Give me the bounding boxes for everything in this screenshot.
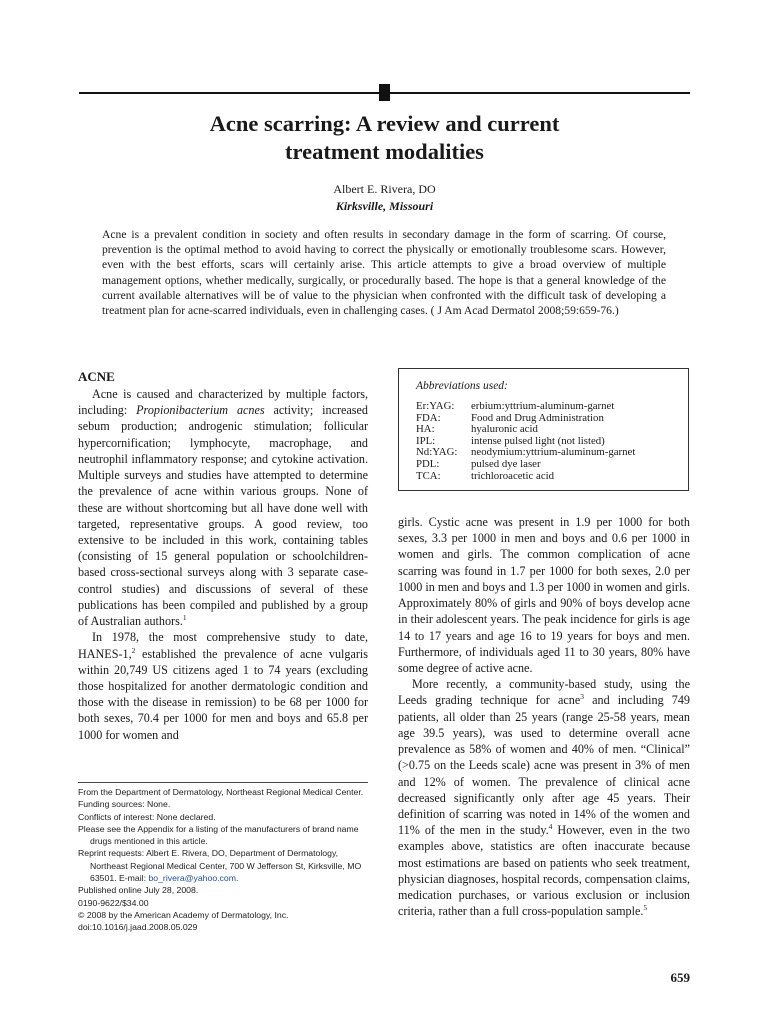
reprint-text: Reprint requests: Albert E. Rivera, DO, Department of Dermatology, Northeast Regional Medical Center, 700 W Jefferson St, Kirksville, MO 63501. E-mail: [78, 848, 362, 884]
header-rule-marker [379, 84, 390, 101]
paragraph-3: girls. Cystic acne was present in 1.9 per 1000 for both sexes, 3.3 per 1000 in men and boys and 0.6 per 1000 in women and girls. The common complication of acne scarring was found in 1.7 per 1000 for both sexes, 2.0 per 1000 in men and boys and 1.3 per 1000 in women and girls. Approximately 80% of girls and 90% of boys develop acne in their adolescent years. The peak incidence for girls is age 14 to 17 years and age 16 to 19 years for boys and men. Furthermore, of individuals aged 11 to 30 years, 80% have some degree of active acne. [398, 515, 690, 675]
abbreviation-key: PDL: [416, 457, 440, 470]
p2-text-a: In 1978, the most comprehensive study to date, HANES-1, [78, 630, 368, 661]
title-line-1: Acne scarring: A review and current [209, 111, 560, 136]
citation-1[interactable]: 1 [182, 613, 187, 623]
species-name: Propionibacterium acnes [136, 403, 265, 418]
abbreviation-value: trichloroacetic acid [471, 469, 555, 482]
footnote-issn: 0190-9622/$34.00 [78, 897, 149, 908]
article-title [79, 110, 690, 166]
paragraph-2 [78, 629, 368, 743]
p1-text-c: activity; increased sebum production; androgenic stimulation; follicular hypercornification; lymphocyte, macrophage, and neutrophil inflammatory response; and cytokine activation. Multiple surveys and studies have attempted to determine the prevalence of acne within various groups. None of these are without shortcoming but all have done well with targeted, representative groups. A good review, too extensive to be included in this work, containing tables (consisting of 15 general population or schoolchildren-based cross-sectional surveys along with 3 separate case-control studies) and discussions of several of these publications has been compiled and published by a group of Australian authors. [78, 403, 368, 629]
p1-text-a: Acne is caused and characterized by multiple factors, including: [78, 387, 368, 418]
abbreviation-row [416, 471, 635, 483]
footnote-rule [78, 782, 368, 783]
p4-text-c: However, even in the two examples above, statistics are often inaccurate because most estimations are based on patients who seek treatment, physician diagnoses, hospital records, compensation claims, medication purchases, or various exclusion or inclusion criteria, rather than a full cross-population sample. [398, 823, 690, 919]
abbreviation-value: Food and Drug Administration [471, 411, 604, 424]
abbreviation-row [416, 459, 635, 471]
abbreviation-value: pulsed dye laser [471, 457, 541, 470]
abbreviation-key: FDA: [416, 411, 441, 424]
abbreviation-value: erbium:yttrium-aluminum-garnet [471, 400, 615, 412]
p4-text-a: More recently, a community-based study, using the Leeds grading technique for acne [398, 677, 690, 708]
abbreviation-value: hyaluronic acid [471, 423, 538, 436]
footnote-appendix: Please see the Appendix for a listing of the manufacturers of brand name drugs mentioned in this article. [78, 823, 359, 847]
abbreviation-row [416, 401, 635, 413]
citation-4[interactable]: 4 [548, 822, 553, 832]
footnotes [78, 786, 372, 934]
abbreviation-key: IPL: [416, 434, 436, 447]
footnote-department: From the Department of Dermatology, Northeast Regional Medical Center. [78, 787, 364, 797]
author-name: Albert E. Rivera, DO [333, 182, 436, 196]
email-link[interactable]: bo_rivera@yahoo.com [148, 873, 236, 884]
footnote-conflicts: Conflicts of interest: None declared. [78, 811, 216, 822]
p4-text-b: and including 749 patients, all older than 25 years (range 25-58 years, mean age 39.5 years), was used to determine overall acne prevalence as 58% of women and 40% of men. “Clinical” (>0.75 on the Leeds scale) acne was present in 3% of men and 12% of women. The prevalence of clinical acne decreased significantly only after age 45 years. Their definition of scarring was noted in 14% of the women and 11% of the men in the study. [398, 693, 690, 838]
footnote-reprint [78, 847, 372, 884]
abbreviation-value: neodymium:yttrium-aluminum-garnet [471, 446, 636, 459]
reprint-end: . [235, 873, 239, 884]
footnote-funding: Funding sources: None. [78, 799, 171, 810]
abstract: Acne is a prevalent condition in society and often results in secondary damage in the form of scarring. Of course, prevention is the optimal method to avoid having to correct the physically or emotionally troublesome scars. However, even with the best efforts, scars will certainly arise. This article attempts to give a broad overview of multiple management options, whether medically, surgically, or procedurally based. The hope is that a general knowledge of the current available alternatives will be of value to the physician when confronted with the difficult task of developing a treatment plan for acne-scarred individuals, even in challenging cases. ( J Am Acad Dermatol 2008;59:659-76.) [102, 228, 666, 318]
title-line-2: treatment modalities [285, 139, 484, 164]
footnote-published: Published online July 28, 2008. [78, 885, 199, 896]
abbreviations-title: Abbreviations used: [416, 380, 508, 392]
paragraph-4 [398, 676, 690, 919]
footnote-copyright: © 2008 by the American Academy of Dermatology, Inc. [78, 909, 289, 920]
abbreviation-key: TCA: [416, 469, 441, 482]
p2-text-b: established the prevalence of acne vulgaris within 20,749 US citizens aged 1 to 74 years (excluding those hospitalized for another dermatologic condition and those with the disease in remission) to be 68 per 1000 for both sexes, 70.4 per 1000 for men and boys and 65.8 per 1000 for women and [78, 646, 368, 742]
abbreviations-box [398, 368, 689, 491]
section-heading: ACNE [78, 369, 115, 384]
citation-3[interactable]: 3 [580, 692, 584, 702]
citation-5[interactable]: 5 [643, 903, 648, 913]
left-column [78, 368, 368, 743]
page-number: 659 [670, 970, 690, 985]
abbreviation-key: Nd:YAG: [416, 446, 458, 459]
abbreviations-table [416, 401, 635, 482]
footnote-doi[interactable]: doi:10.1016/j.jaad.2008.05.029 [78, 922, 198, 933]
abbreviation-key: HA: [416, 423, 435, 436]
author-affiliation: Kirksville, Missouri [335, 199, 434, 213]
right-column [398, 514, 690, 919]
paragraph-1 [78, 386, 368, 629]
abbreviation-value: intense pulsed light (not listed) [471, 434, 605, 447]
citation-2[interactable]: 2 [131, 645, 136, 655]
abbreviation-key: Er:YAG: [416, 400, 455, 412]
